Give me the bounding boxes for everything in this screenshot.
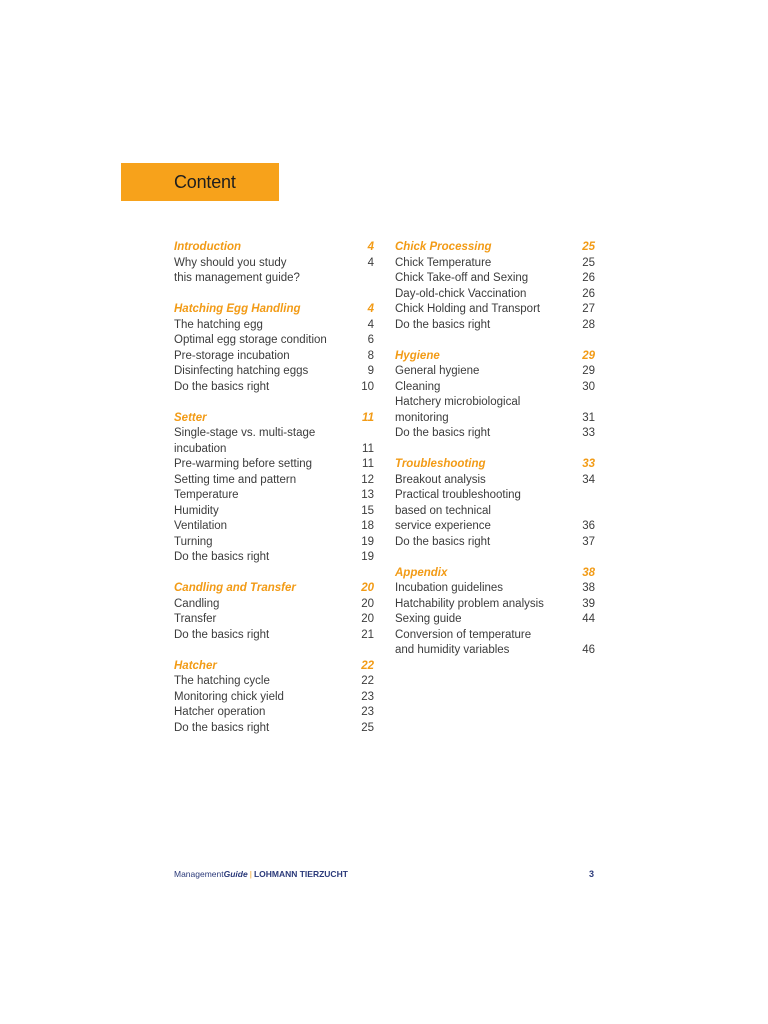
footer-brand-prefix: Management	[174, 869, 224, 879]
toc-entry-page: 38	[582, 582, 595, 594]
toc-section	[174, 302, 374, 395]
toc-entry-label: Do the basics right	[174, 628, 270, 641]
toc-entry-page: 13	[361, 489, 374, 501]
toc-entry-label: monitoring	[395, 411, 449, 424]
toc-entry-page: 44	[582, 613, 595, 625]
toc-entry-label: Chick Holding and Transport	[395, 303, 541, 315]
toc-section	[174, 411, 374, 566]
toc-entry-label: Hatchery microbiological	[395, 396, 521, 408]
toc-entry-page: 26	[582, 287, 595, 300]
toc-section-page: 25	[582, 241, 595, 253]
toc-entry-label: Conversion of temperature	[395, 628, 532, 641]
toc-entry-page: 11	[362, 442, 374, 455]
toc-entry[interactable]	[174, 612, 374, 628]
toc-section	[174, 581, 374, 643]
toc-section-heading[interactable]	[395, 240, 595, 256]
toc-entry-page: 9	[367, 365, 374, 377]
toc-entry-label: this management guide?	[174, 272, 300, 284]
toc-entry[interactable]	[174, 705, 374, 721]
toc-entry-page: 26	[582, 272, 595, 284]
toc-entry[interactable]	[395, 473, 595, 489]
page-title: Content	[174, 171, 236, 192]
toc-entry[interactable]	[174, 721, 374, 737]
toc-entry-label: Optimal egg storage condition	[174, 334, 327, 346]
toc-entry-label: Do the basics right	[395, 318, 491, 331]
toc-entry-label: Why should you study	[174, 256, 287, 269]
toc-right-column	[395, 240, 595, 674]
toc-entry-label: Incubation guidelines	[395, 582, 504, 594]
toc-entry[interactable]	[395, 535, 595, 551]
toc-section	[395, 240, 595, 333]
toc-section-heading[interactable]	[395, 457, 595, 473]
toc-entry-page: 11	[362, 458, 374, 470]
toc-section-title: Troubleshooting	[395, 458, 486, 470]
toc-entry-page: 19	[361, 535, 374, 548]
toc-entry-page: 8	[367, 349, 374, 362]
toc-section-page: 22	[361, 659, 374, 672]
toc-entry-page: 46	[582, 644, 595, 656]
footer-page-number: 3	[588, 869, 594, 879]
footer-company: LOHMANN TIERZUCHT	[253, 869, 348, 879]
toc-entry[interactable]	[174, 535, 374, 551]
toc-section	[395, 349, 595, 442]
toc-entry-label: Pre-storage incubation	[174, 349, 290, 362]
toc-section-page: 4	[367, 303, 374, 315]
toc-entry-page: 30	[582, 380, 595, 393]
toc-entry[interactable]	[174, 690, 374, 706]
toc-section-title: Hygiene	[395, 349, 440, 362]
toc-entry-page: 4	[367, 318, 374, 331]
toc-entry[interactable]	[395, 643, 595, 659]
toc-entry[interactable]	[174, 349, 374, 365]
toc-entry-page: 27	[582, 303, 595, 315]
toc-entry[interactable]	[395, 256, 595, 272]
toc-entry-page: 33	[582, 427, 595, 439]
toc-entry[interactable]	[395, 426, 595, 442]
toc-entry[interactable]	[174, 674, 374, 690]
toc-entry-label: Do the basics right	[395, 535, 491, 548]
toc-entry-page: 15	[361, 504, 374, 517]
toc-section-title: Appendix	[395, 566, 448, 579]
toc-entry[interactable]	[174, 380, 374, 396]
toc-section	[395, 566, 595, 659]
toc-entry-page: 37	[582, 535, 595, 548]
toc-entry-label: Transfer	[174, 613, 217, 625]
toc-entry[interactable]	[395, 302, 595, 318]
toc-section-title: Candling and Transfer	[174, 582, 296, 594]
toc-entry-label: Cleaning	[395, 380, 441, 393]
toc-section-page: 29	[582, 349, 595, 362]
toc-entry-page: 25	[582, 256, 595, 269]
toc-entry-label: Setting time and pattern	[174, 473, 297, 486]
toc-section-heading[interactable]	[174, 302, 374, 318]
toc-entry-label: Temperature	[174, 489, 239, 501]
toc-entry[interactable]	[174, 364, 374, 380]
toc-entry-label: Do the basics right	[174, 721, 270, 734]
toc-entry-page: 29	[582, 365, 595, 377]
toc-entry-label: The hatching egg	[174, 318, 263, 331]
toc-entry[interactable]	[174, 473, 374, 489]
footer-brand-guide: Guide	[223, 869, 248, 879]
footer-brand	[174, 869, 348, 879]
toc-section-title: Chick Processing	[395, 241, 492, 253]
toc-section-heading[interactable]	[395, 566, 595, 582]
toc-entry-page: 36	[582, 520, 595, 532]
toc-entry-label: Sexing guide	[395, 613, 462, 625]
toc-section	[174, 659, 374, 737]
toc-section-heading[interactable]	[174, 411, 374, 427]
toc-entry-page: 31	[582, 411, 595, 424]
toc-entry-label: Monitoring chick yield	[174, 690, 284, 703]
toc-section-page: 33	[582, 458, 595, 470]
page-footer	[174, 869, 594, 879]
toc-entry-label: The hatching cycle	[174, 675, 270, 687]
toc-entry-page: 20	[361, 613, 374, 625]
toc-entry[interactable]	[174, 318, 374, 334]
toc-entry[interactable]	[174, 256, 374, 272]
toc-entry-label: Turning	[174, 535, 213, 548]
toc-entry-page: 19	[361, 551, 374, 563]
toc-entry[interactable]	[395, 380, 595, 396]
toc-section-page: 11	[362, 411, 374, 424]
toc-left-column	[174, 240, 374, 752]
toc-entry[interactable]	[395, 597, 595, 613]
toc-entry[interactable]	[174, 504, 374, 520]
toc-section-title: Hatcher	[174, 659, 217, 672]
toc-entry-page: 23	[361, 690, 374, 703]
toc-entry-label: Practical troubleshooting	[395, 489, 521, 501]
toc-entry-label: General hygiene	[395, 365, 480, 377]
toc-section-title: Hatching Egg Handling	[174, 303, 301, 315]
toc-entry-page: 28	[582, 318, 595, 331]
toc-entry-label: based on technical	[395, 504, 491, 517]
toc-entry[interactable]	[395, 519, 595, 535]
toc-section-heading[interactable]	[395, 349, 595, 365]
toc-entry-label: Chick Take-off and Sexing	[395, 272, 529, 284]
toc-section-heading[interactable]	[174, 240, 374, 256]
toc-entry[interactable]	[395, 488, 595, 504]
toc-section-page: 38	[582, 566, 595, 579]
toc-entry[interactable]	[395, 364, 595, 380]
toc-entry-label: Ventilation	[174, 520, 228, 532]
toc-entry-label: Do the basics right	[174, 551, 270, 563]
toc-entry[interactable]	[174, 488, 374, 504]
toc-entry-page: 25	[361, 721, 374, 734]
toc-entry[interactable]	[395, 411, 595, 427]
toc-entry[interactable]	[395, 612, 595, 628]
toc-entry-label: service experience	[395, 520, 491, 532]
toc-entry-label: Single-stage vs. multi-stage	[174, 427, 316, 439]
toc-entry-label: Humidity	[174, 504, 219, 517]
toc-entry-label: Chick Temperature	[395, 256, 492, 269]
toc-entry[interactable]	[395, 628, 595, 644]
toc-entry-page: 23	[361, 706, 374, 718]
toc-entry-page: 34	[582, 473, 595, 486]
toc-entry-page: 12	[361, 473, 374, 486]
toc-entry[interactable]	[174, 426, 374, 442]
toc-entry[interactable]	[174, 333, 374, 349]
toc-entry-label: Breakout analysis	[395, 473, 486, 486]
toc-entry-label: incubation	[174, 442, 227, 455]
toc-section-title: Setter	[174, 411, 207, 424]
toc-entry[interactable]	[174, 550, 374, 566]
toc-section-page: 4	[367, 241, 374, 253]
toc-entry[interactable]	[174, 628, 374, 644]
toc-entry[interactable]	[395, 504, 595, 520]
toc-section	[174, 240, 374, 287]
toc-entry[interactable]	[395, 271, 595, 287]
toc-entry-label: Do the basics right	[395, 427, 491, 439]
toc-entry[interactable]	[395, 287, 595, 303]
toc-entry[interactable]	[174, 519, 374, 535]
toc-entry-label: Hatchability problem analysis	[395, 597, 544, 610]
toc-entry[interactable]	[174, 442, 374, 458]
toc-entry-page: 18	[361, 520, 374, 532]
toc-entry[interactable]	[174, 457, 374, 473]
toc-entry-page: 4	[367, 256, 374, 269]
toc-section-page: 20	[361, 582, 374, 594]
toc-entry-label: and humidity variables	[395, 644, 510, 656]
toc-entry-page: 20	[361, 597, 374, 610]
toc-entry[interactable]	[174, 271, 374, 287]
toc-section-heading[interactable]	[174, 581, 374, 597]
toc-entry-page: 22	[361, 675, 374, 687]
toc-entry-page: 39	[582, 597, 595, 610]
toc-entry-label: Disinfecting hatching eggs	[174, 365, 309, 377]
toc-entry-label: Do the basics right	[174, 380, 270, 393]
toc-entry[interactable]	[395, 581, 595, 597]
toc-entry-label: Pre-warming before setting	[174, 458, 313, 470]
content-header-box	[121, 163, 279, 201]
toc-entry[interactable]	[395, 395, 595, 411]
toc-entry-page: 6	[367, 334, 374, 346]
toc-section	[395, 457, 595, 550]
toc-section-heading[interactable]	[174, 659, 374, 675]
toc-entry[interactable]	[395, 318, 595, 334]
toc-entry-page: 21	[361, 628, 374, 641]
toc-entry-label: Candling	[174, 597, 220, 610]
footer-separator: |	[249, 869, 252, 879]
toc-entry-page: 10	[361, 380, 374, 393]
toc-section-title: Introduction	[174, 241, 242, 253]
toc-entry[interactable]	[174, 597, 374, 613]
toc-entry-label: Day-old-chick Vaccination	[395, 287, 527, 300]
toc-entry-label: Hatcher operation	[174, 706, 266, 718]
